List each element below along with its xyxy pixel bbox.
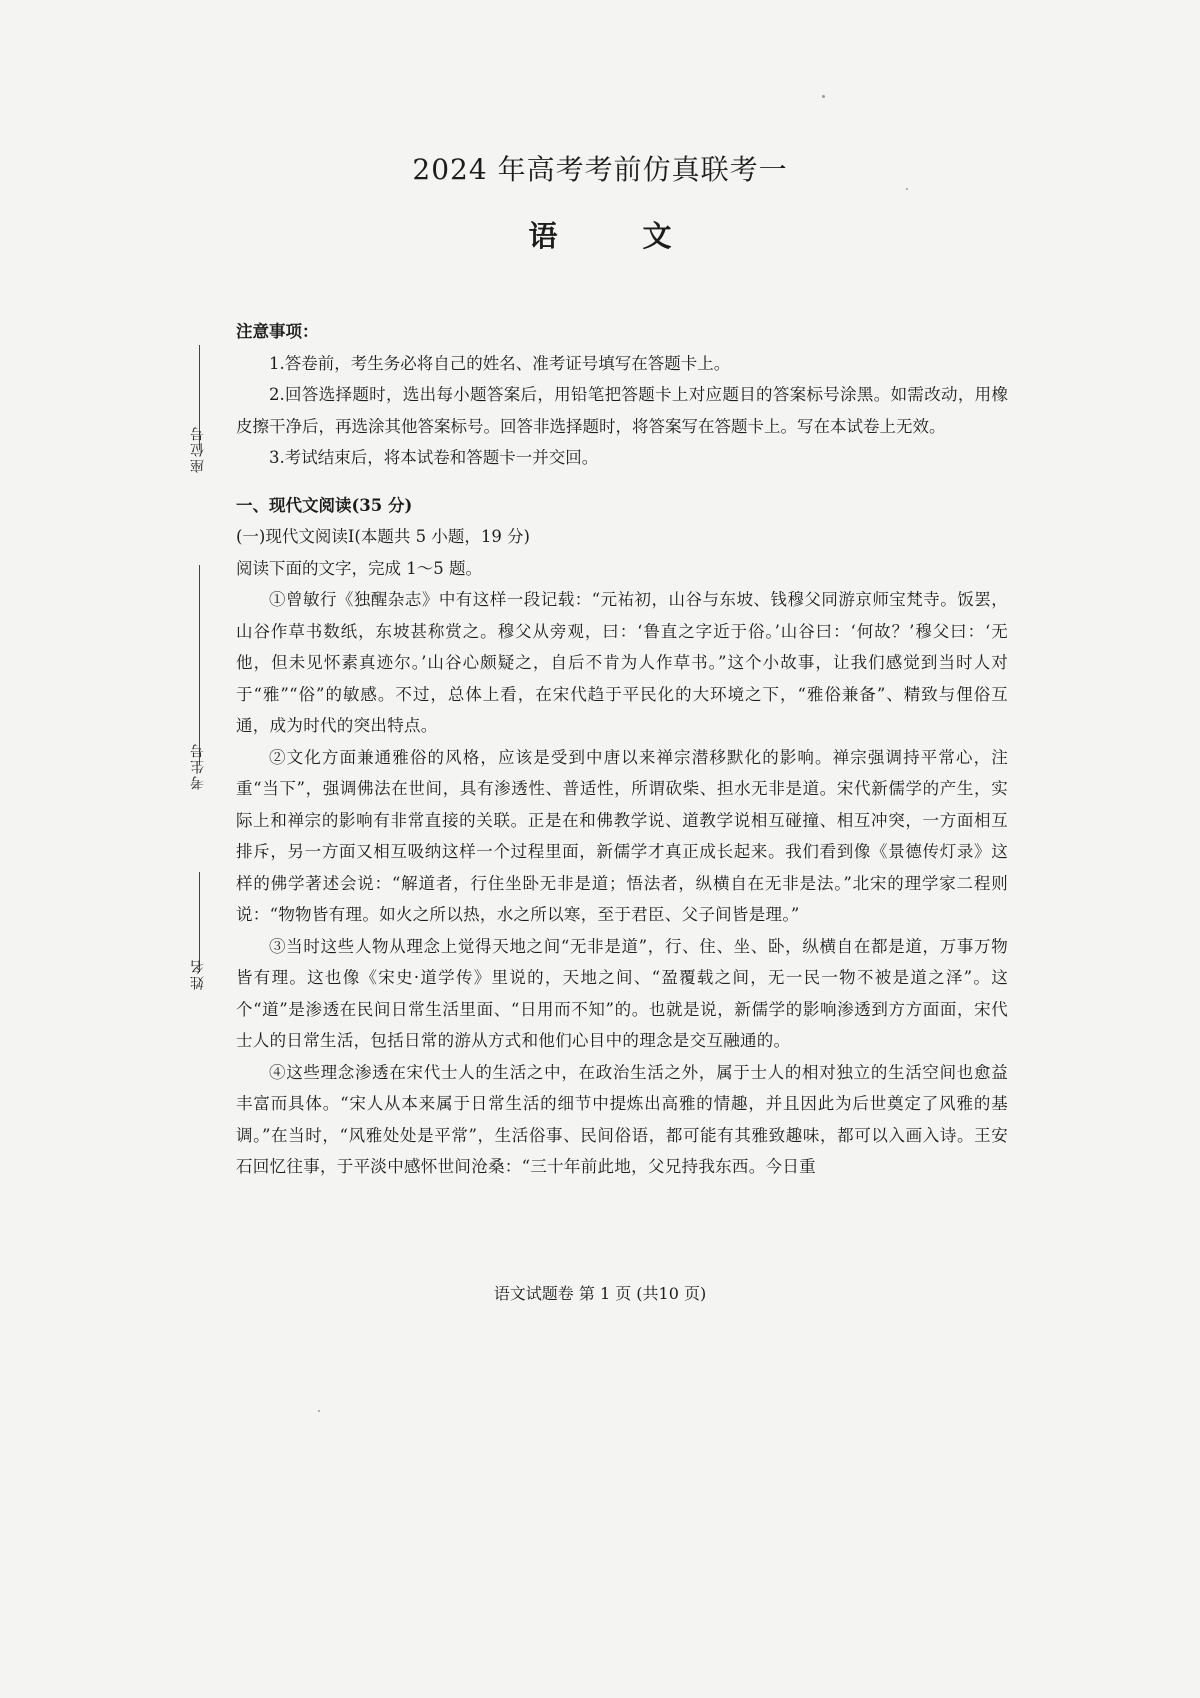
page-footer: 语文试题卷 第 1 页 (共10 页) (493, 1284, 707, 1303)
notice-item: 3.考试结束后，将本试卷和答题卡一并交回。 (269, 448, 599, 467)
scan-speck (318, 1410, 320, 1412)
passage-paragraph: ①曾敏行《独醒杂志》中有这样一段记载：“元祐初，山谷与东坡、钱穆父同游京师宝梵寺。饭罢，山谷作草书数纸，东坡甚称赏之。穆父从旁观，曰：‘鲁直之字近于俗。’山谷曰：‘何故？’穆父曰：‘无他，但未见怀素真迹尔。’山谷心颇疑之，自后不肯为人作草书。”这个小故事，让我们感觉到当时人对于“雅”“俗”的敏感。不过，总体上看，在宋代趋于平民化的大环境之下，“雅俗兼备”、精致与俚俗互通，成为时代的突出特点。 (236, 590, 1008, 735)
passage-paragraph: ③当时这些人物从理念上觉得天地之间“无非是道”，行、住、坐、卧，纵横自在都是道，万事万物皆有理。这也像《宋史·道学传》里说的，天地之间、“盈覆载之间，无一民一物不被是道之泽”。这个“道”是渗透在民间日常生活里面、“日用而不知”的。也就是说，新儒学的影响渗透到方方面面，宋代士人的日常生活，包括日常的游从方式和他们心目中的理念是交互融通的。 (236, 936, 1008, 1050)
scan-speck (906, 188, 908, 190)
exam-title: 2024 年高考考前仿真联考一 (412, 153, 788, 186)
notice-heading: 注意事项： (236, 322, 319, 341)
exam-body (236, 316, 1008, 1183)
scan-speck (822, 95, 825, 98)
seat-number-label: 座位号 (190, 425, 206, 473)
name-label: 姓名 (190, 958, 206, 990)
binding-line (199, 872, 200, 972)
section-subheading: (一)现代文阅读Ⅰ(本题共 5 小题，19 分) (236, 527, 530, 546)
passage-paragraph: ④这些理念渗透在宋代士人的生活之中，在政治生活之外，属于士人的相对独立的生活空间也愈益丰富而具体。“宋人从本来属于日常生活的细节中提炼出高雅的情趣，并且因此为后世奠定了风雅的基调。”在当时，“风雅处处是平常”，生活俗事、民间俗语，都可能有其雅致趣味，都可以入画入诗。王安石回忆往事，于平淡中感怀世间沧桑：“三十年前此地，父兄持我东西。今日重 (236, 1062, 1008, 1176)
notice-item: 2.回答选择题时，选出每小题答案后，用铅笔把答题卡上对应题目的答案标号涂黑。如需改动，用橡皮擦干净后，再选涂其他答案标号。回答非选择题时，将答案写在答题卡上。写在本试卷上无效。 (236, 385, 1008, 436)
passage-paragraph: ②文化方面兼通雅俗的风格，应该是受到中唐以来禅宗潜移默化的影响。禅宗强调持平常心，注重“当下”，强调佛法在世间，具有渗透性、普适性，所谓砍柴、担水无非是道。宋代新儒学的产生，实际上和禅宗的影响有非常直接的关联。正是在和佛教学说、道教学说相互碰撞、相互冲突，一方面相互排斥，另一方面又相互吸纳这样一个过程里面，新儒学才真正成长起来。我们看到像《景德传灯录》这样的佛学著述会说：“解道者，行住坐卧无非是道；悟法者，纵横自在无非是法。”北宋的理学家二程则说：“物物皆有理。如火之所以热，水之所以寒，至于君臣、父子间皆是理。” (236, 747, 1008, 924)
candidate-number-label: 考生号 (190, 742, 206, 790)
reading-instruction: 阅读下面的文字，完成 1～5 题。 (236, 558, 482, 578)
notice-item: 1.答卷前，考生务必将自己的姓名、准考证号填写在答题卡上。 (269, 353, 731, 373)
section-heading: 一、现代文阅读(35 分) (236, 495, 413, 515)
subject-title: 语 文 (528, 219, 700, 253)
binding-line (199, 565, 200, 765)
